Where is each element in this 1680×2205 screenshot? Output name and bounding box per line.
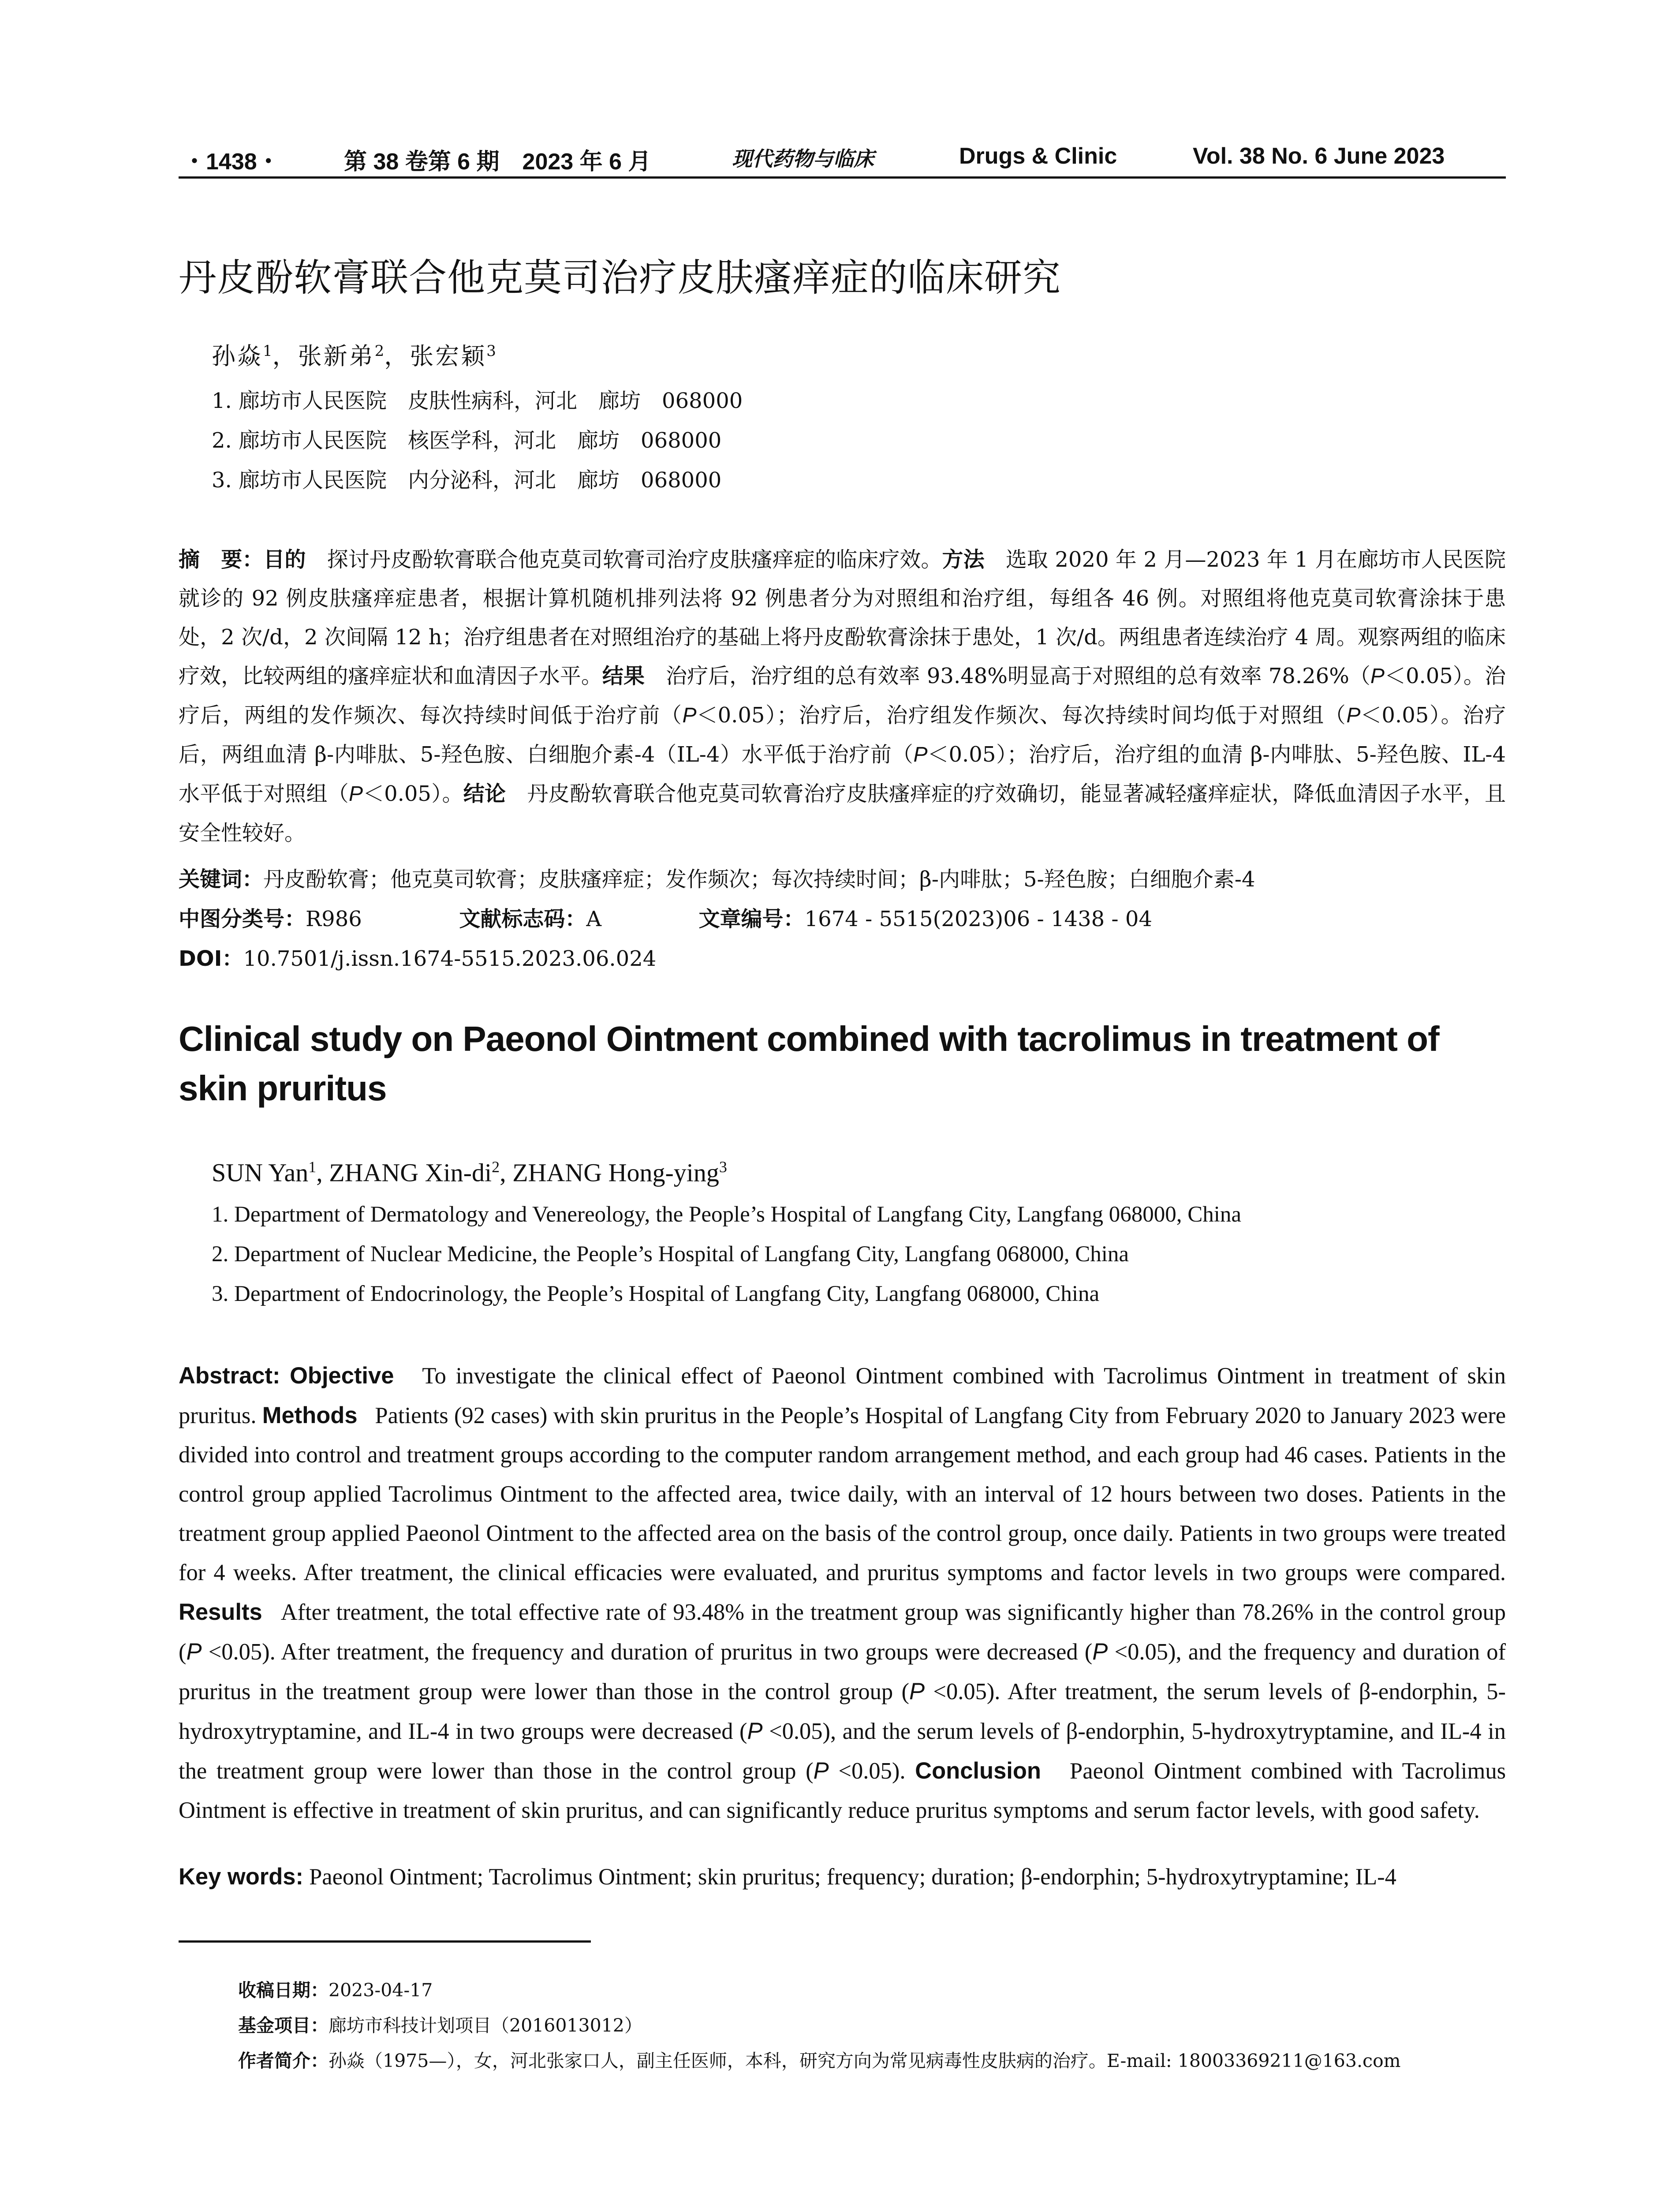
affiliation-en: 3. Department of Endocrinology, the People’s Hospital of Langfang City, Langfang 068000, China	[212, 1282, 1100, 1306]
document-code-value: A	[586, 907, 601, 931]
doi-value: 10.7501/j.issn.1674-5515.2023.06.024	[243, 946, 657, 971]
keywords-text: 丹皮酚软膏；他克莫司软膏；皮肤瘙痒症；发作频次；每次持续时间；β-内啡肽；5-羟色胺；白细胞介素-4	[263, 867, 1255, 892]
p-value-symbol: P	[813, 1758, 829, 1784]
doi-label: DOI：	[179, 946, 243, 971]
author-affiliation-mark: 1	[308, 1158, 317, 1176]
results-text: ＜0.05）。治疗后，两组的发作频次、每次持续时间低于治疗前（	[179, 664, 1506, 728]
issue-info-cn: 第 38 卷第 6 期 2023 年 6 月	[344, 149, 651, 175]
p-value-symbol: P	[909, 1678, 925, 1704]
objective-label: Objective	[290, 1363, 394, 1389]
results-text: <0.05), and the serum levels of β-endorphin, 5-hydroxytryptamine, and IL-4 in the treatment group were lower than those in the control group (	[179, 1719, 1506, 1784]
affiliation-en: 2. Department of Nuclear Medicine, the People’s Hospital of Langfang City, Langfang 068000, China	[212, 1242, 1129, 1267]
received-date: 2023-04-17	[329, 1980, 433, 2001]
methods-label: Methods	[262, 1402, 358, 1428]
affiliation-cn: 3. 廊坊市人民医院 内分泌科，河北 廊坊 068000	[212, 468, 722, 493]
p-value-symbol: P	[747, 1718, 763, 1744]
results-text: ＜0.05）；治疗后，治疗组发作频次、每次持续时间均低于对照组（	[696, 703, 1347, 728]
results-text: <0.05). After treatment, the frequency and duration of pruritus in two groups were decreased (	[202, 1639, 1093, 1665]
author-affiliation-mark: 1	[263, 342, 273, 360]
author-name: ZHANG Hong-ying	[512, 1158, 719, 1187]
methods-label: 方法	[942, 547, 985, 572]
author-affiliation-mark: 3	[719, 1158, 727, 1176]
author-name: ZHANG Xin-di	[329, 1158, 492, 1187]
results-text: <0.05). After treatment, the serum levels of β-endorphin, 5-hydroxytryptamine, and IL-4 in two groups were decreased (	[179, 1679, 1506, 1744]
article-number-value: 1674 - 5515(2023)06 - 1438 - 04	[804, 907, 1152, 931]
methods-text: Patients (92 cases) with skin pruritus in the People’s Hospital of Langfang City from February 2020 to January 2023 were divided into control and treatment groups according to the computer random arrangement method, and each group had 46 cases. Patients in the control group applied Tacrolimus Ointment to the affected area, twice daily, with an interval of 12 hours between two doses. Patients in the treatment group applied Paeonol Ointment to the affected area on the basis of the control group, once daily. Patients in two groups were treated for 4 weeks. After treatment, the clinical efficacies were evaluated, and pruritus symptoms and factor levels in two groups were compared.	[179, 1403, 1506, 1585]
p-value-symbol: P	[1346, 704, 1361, 727]
objective-text: 探讨丹皮酚软膏联合他克莫司软膏司治疗皮肤瘙痒症的临床疗效。	[327, 547, 942, 572]
p-value-symbol: P	[913, 743, 928, 766]
p-value-symbol: P	[682, 704, 697, 727]
p-value-symbol: P	[349, 782, 363, 806]
fund-label: 基金项目：	[238, 2015, 329, 2036]
results-text: <0.05).	[829, 1758, 906, 1784]
results-text: ＜0.05）；治疗后，治疗组的血清 β-内啡肽、5-羟色胺、IL-4 水平低于对照组（	[179, 742, 1506, 806]
objective-label: 目的	[263, 547, 306, 572]
document-code-label: 文献标志码：	[459, 907, 586, 931]
conclusion-label: 结论	[463, 781, 506, 806]
received-label: 收稿日期：	[238, 1980, 329, 2001]
p-value-symbol: P	[186, 1639, 202, 1665]
classification-line	[179, 902, 1152, 932]
author-bio-text: 孙焱（1975—），女，河北张家口人，副主任医师，本科，研究方向为常见病毒性皮肤病的治疗。E-mail: 18003369211@163.com	[329, 2050, 1401, 2071]
keywords-cn	[179, 862, 1255, 893]
abstract-label: 摘 要：	[179, 547, 264, 572]
volume-info-en: Vol. 38 No. 6 June 2023	[1193, 143, 1445, 169]
results-text: <0.05), and the frequency and duration of pruritus in the treatment group were lower than those in the control group (	[179, 1639, 1506, 1704]
conclusion-label: Conclusion	[915, 1758, 1041, 1784]
author-bio-label: 作者简介：	[238, 2050, 329, 2071]
author-affiliation-mark: 2	[492, 1158, 500, 1176]
objective-text: To investigate the clinical effect of Paeonol Ointment combined with Tacrolimus Ointment in treatment of skin pruritus.	[179, 1363, 1506, 1428]
authors-cn: 孙焱$^1$，张新弟$^2$，张宏颖$^3$	[212, 342, 496, 370]
clc-value: R986	[306, 907, 362, 931]
authors-en: SUN Yan$^1$, ZHANG Xin-$di^2$, ZHANG Hong-ying$^3$	[212, 1158, 727, 1187]
running-header	[179, 141, 1506, 179]
p-value-symbol: P	[1092, 1639, 1108, 1665]
author-affiliation-mark: 2	[374, 342, 385, 360]
footnote-author-bio	[238, 2046, 1401, 2072]
footnote-received	[238, 1976, 433, 2002]
results-text: ＜0.05）。	[363, 781, 463, 806]
keywords-text: Paeonol Ointment; Tacrolimus Ointment; skin pruritus; frequency; duration; β-endorphin; 5-hydroxytryptamine; IL-4	[309, 1864, 1396, 1890]
clc-label: 中图分类号：	[179, 907, 306, 931]
results-label: 结果	[602, 664, 645, 688]
affiliation-cn: 2. 廊坊市人民医院 核医学科，河北 廊坊 068000	[212, 428, 722, 453]
conclusion-text: Paeonol Ointment combined with Tacrolimus Ointment is effective in treatment of skin pruritus, and can significantly reduce pruritus symptoms and serum factor levels, with good safety.	[179, 1758, 1506, 1823]
author-name: 张宏颖	[410, 342, 487, 370]
abstract-en	[179, 1356, 1506, 1830]
p-value-symbol: P	[1370, 665, 1385, 688]
affiliation-cn: 1. 廊坊市人民医院 皮肤性病科，河北 廊坊 068000	[212, 389, 743, 413]
keywords-en	[179, 1863, 1506, 1890]
abstract-label: Abstract:	[179, 1363, 280, 1389]
results-label: Results	[179, 1599, 262, 1625]
author-affiliation-mark: 3	[486, 342, 496, 360]
methods-text: 选取 2020 年 2 月—2023 年 1 月在廊坊市人民医院就诊的 92 例皮肤瘙痒症患者，根据计算机随机排列法将 92 例患者分为对照组和治疗组，每组各 46 例。对照组将他克莫司软膏涂抹于患处，2 次/d，2 次间隔 12 h；治疗组患者在对照组治疗的基础上将丹皮酚软膏涂抹于患处，1 次/d。两组患者连续治疗 4 周。观察两组的临床疗效，比较两组的瘙痒症状和血清因子水平。	[179, 547, 1506, 688]
journal-name-en: Drugs & Clinic	[959, 143, 1117, 169]
title-cn: 丹皮酚软膏联合他克莫司治疗皮肤瘙痒症的临床研究	[179, 256, 1061, 300]
abstract-cn	[179, 540, 1506, 852]
results-text: 治疗后，治疗组的总有效率 93.48%明显高于对照组的总有效率 78.26%（	[666, 664, 1370, 688]
results-text: After treatment, the total effective rate of 93.48% in the treatment group was significantly higher than 78.26% in the control group (	[179, 1600, 1506, 1665]
author-name: 孙焱	[212, 342, 263, 370]
keywords-label: 关键词：	[179, 867, 264, 892]
author-name: 张新弟	[298, 342, 375, 370]
conclusion-text: 丹皮酚软膏联合他克莫司软膏治疗皮肤瘙痒症的疗效确切，能显著减轻瘙痒症状，降低血清因子水平，且安全性较好。	[179, 781, 1506, 845]
footnote-divider	[179, 1940, 591, 1943]
footnote-fund	[238, 2011, 642, 2037]
author-name: SUN Yan	[212, 1158, 309, 1187]
fund-text: 廊坊市科技计划项目（2016013012）	[329, 2015, 642, 2036]
article-number-label: 文章编号：	[698, 907, 805, 931]
keywords-label: Key words:	[179, 1864, 303, 1890]
affiliation-en: 1. Department of Dermatology and Venereology, the People’s Hospital of Langfang City, Langfang 068000, China	[212, 1202, 1242, 1227]
page-number: ・1438・	[183, 149, 280, 175]
title-en: Clinical study on Paeonol Ointment combined with tacrolimus in treatment of skin pruritus	[179, 1019, 1439, 1108]
journal-name-cn: 现代药物与临床	[732, 147, 874, 171]
results-text: ＜0.05）。治疗后，两组血清 β-内啡肽、5-羟色胺、白细胞介素-4（IL-4）水平低于治疗前（	[179, 703, 1506, 767]
doi-line	[179, 942, 656, 972]
